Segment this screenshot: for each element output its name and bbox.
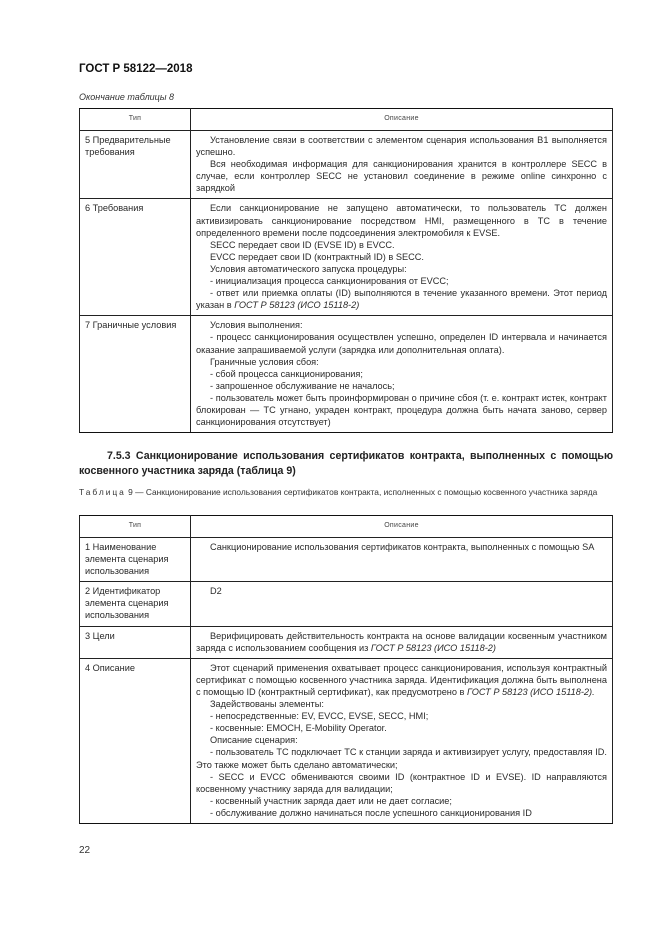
table-8 <box>79 108 613 433</box>
standard-reference: ГОСТ Р 58123 (ИСО 15118-2). <box>467 686 595 697</box>
section-heading: 7.5.3 Санкционирование использования сертификатов контракта, выполненных с помощью косвенного участника заряда (таблица 9) <box>79 450 613 477</box>
paragraph: SECC передает свои ID (EVSE ID) в EVCC. <box>210 239 395 250</box>
table-9-caption <box>79 487 613 499</box>
paragraph: - сбой процесса санкционирования; <box>210 368 363 379</box>
paragraph: - косвенные: EMOCH, E-Mobility Operator. <box>210 723 387 734</box>
row-type: 6 Требования <box>80 199 191 316</box>
paragraph: Условия автоматического запуска процедуры: <box>210 263 407 274</box>
row-description <box>191 316 613 433</box>
standard-reference: ГОСТ Р 58123 (ИСО 15118-2) <box>370 642 496 653</box>
paragraph: Установление связи в соответствии с элементом сценария использования B1 выполняется успешно. <box>196 135 607 158</box>
column-header-description: Описание <box>191 516 613 538</box>
paragraph: Задействованы элементы: <box>210 699 324 710</box>
table-8-continuation-label: Окончание таблицы 8 <box>79 92 174 102</box>
page-number: 22 <box>79 845 91 856</box>
row-type: 2 Идентификатор элемента сценария использования <box>80 582 191 626</box>
paragraph: - запрошенное обслуживание не началось; <box>210 380 395 391</box>
row-type: 5 Предварительные требования <box>80 131 191 199</box>
paragraph: - обслуживание должно начинаться после успешного санкционирования ID <box>210 807 532 818</box>
paragraph: - непосредственные: EV, EVCC, EVSE, SECC, HMI; <box>210 711 429 722</box>
paragraph <box>196 287 607 311</box>
paragraph: EVCC передает свои ID (контрактный ID) в SECC. <box>210 251 424 262</box>
table-row <box>80 131 613 199</box>
table-header-row <box>80 516 613 538</box>
paragraph: - пользователь ТС подключает ТС к станции заряда и активизирует услугу, предоставляя ID. Это также может быть сделано автоматически; <box>196 747 607 770</box>
standard-reference: ГОСТ Р 58123 (ИСО 15118-2) <box>234 300 360 311</box>
paragraph: - инициализация процесса санкционирования от EVCC; <box>210 276 449 287</box>
row-type: 4 Описание <box>80 658 191 823</box>
paragraph <box>196 630 607 654</box>
column-header-type: Тип <box>80 516 191 538</box>
paragraph-text: Этот сценарий применения охватывает процесс санкционирования, используя контрактный сертификат с помощью косвенного участника заряда. Идентификация должна быть выполнена с помощью ID (контрактный сертификат), как предусмотрено в <box>196 662 607 697</box>
caption-text: 9 — Санкционирование использования сертификатов контракта, исполненных с помощью косвенного участника заряда <box>128 487 598 497</box>
table-row <box>80 538 613 582</box>
paragraph: - пользователь может быть проинформирован о причине сбоя (т. е. контракт истек, контракт блокирован — ТС угнано, украден контракт, процедура должна быть начата заново, сервер санкционирования отсутствует) <box>196 392 607 428</box>
row-description <box>191 658 613 823</box>
row-description <box>191 582 613 626</box>
column-header-description: Описание <box>191 109 613 131</box>
table-row <box>80 316 613 433</box>
paragraph: - SECC и EVCC обмениваются своими ID (контрактное ID и EVSE). ID направляются косвенному участнику заряда для валидации; <box>196 771 607 794</box>
row-type: 1 Наименование элемента сценария использования <box>80 538 191 582</box>
paragraph: Вся необходимая информация для санкционирования хранится в контроллере SECC в случае, если контроллер SECC не установил соединение в режиме online синхронно с зарядкой <box>196 159 607 194</box>
table-row <box>80 582 613 626</box>
paragraph: Санкционирование использования сертификатов контракта, выполненных с помощью SA <box>210 542 595 552</box>
row-description <box>191 131 613 199</box>
paragraph-text: Верифицировать действительность контракта на основе валидации косвенным участником заряда с использованием сообщения из <box>196 630 607 653</box>
row-type: 7 Граничные условия <box>80 316 191 433</box>
paragraph: Условия выполнения: <box>210 320 303 331</box>
paragraph: D2 <box>210 586 222 597</box>
caption-label: Таблица <box>79 487 126 497</box>
document-header: ГОСТ Р 58122—2018 <box>79 63 193 75</box>
row-description <box>191 199 613 316</box>
paragraph-text: - ответ или приемка оплаты (ID) выполняются в течение указанного времени. Этот период указан в <box>196 288 607 311</box>
paragraph: Если санкционирование не запущено автоматически, то пользователь ТС должен активизировать санкционирование посредством HMI, размещенного в ТС в течение определенного времени после подсоединения электромобиля к EVSE. <box>196 203 607 238</box>
table-header-row <box>80 109 613 131</box>
paragraph: Граничные условия сбоя: <box>210 356 319 367</box>
table-row <box>80 658 613 823</box>
paragraph <box>196 662 607 698</box>
table-row <box>80 199 613 316</box>
row-type: 3 Цели <box>80 626 191 658</box>
table-9 <box>79 515 613 824</box>
table-row <box>80 626 613 658</box>
paragraph: - косвенный участник заряда дает или не дает согласие; <box>210 795 452 806</box>
paragraph: Описание сценария: <box>210 735 298 746</box>
paragraph: - процесс санкционирования осуществлен успешно, определен ID интервала и начинается оказание запрашиваемой услуги (зарядка или дополнительная оплата). <box>196 332 607 355</box>
row-description <box>191 626 613 658</box>
row-description <box>191 538 613 582</box>
column-header-type: Тип <box>80 109 191 131</box>
